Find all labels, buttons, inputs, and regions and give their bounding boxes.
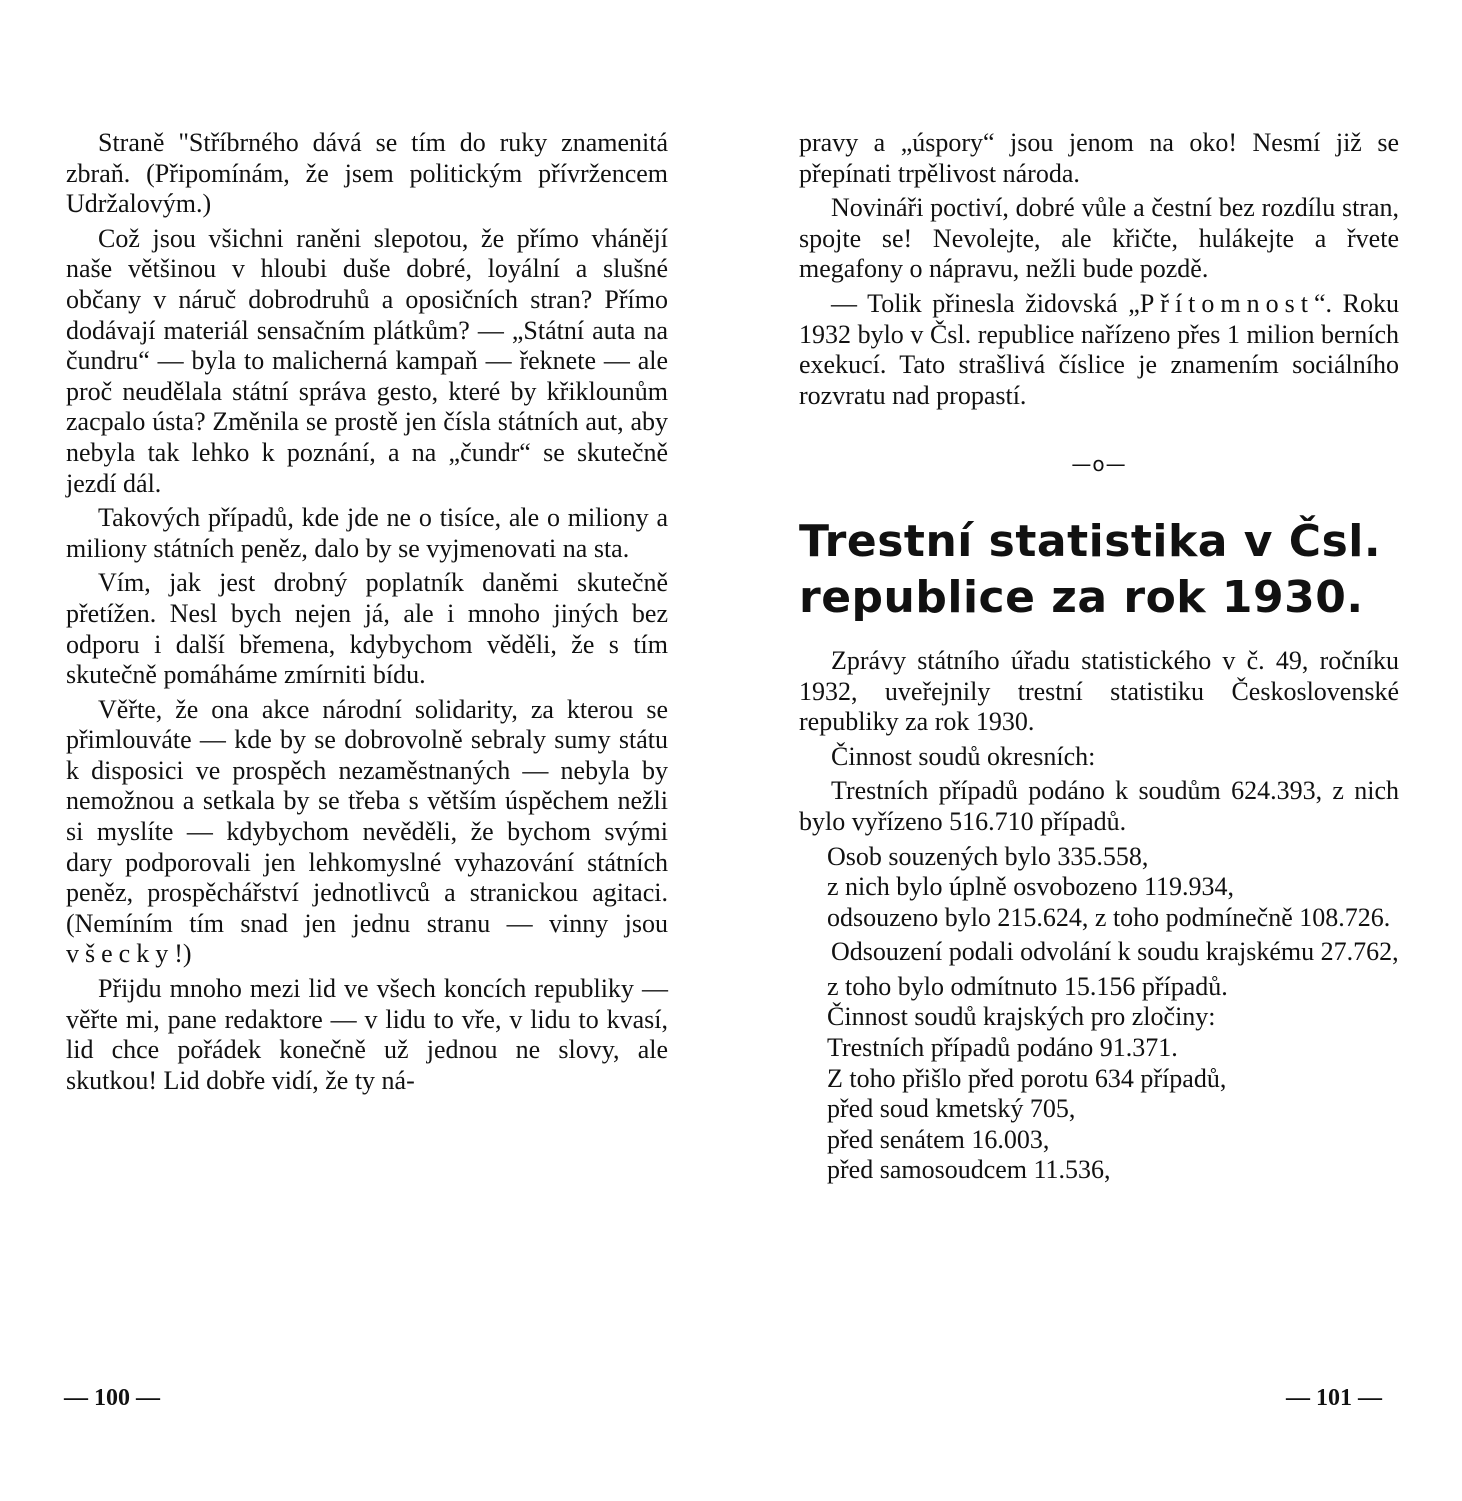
paragraph: Trestních případů podáno k soudům 624.393, z nich bylo vyřízeno 516.710 případů.	[799, 776, 1399, 836]
list-item: z toho bylo odmítnuto 15.156 případů.	[827, 971, 1228, 1001]
paragraph-text: “. Roku 1932 bylo v Čsl. republice nařízeno přes 1 milion berních exekucí. Tato strašlivá číslice je znamením sociálního rozvratu nad propastí.	[799, 288, 1399, 410]
spaced-word: všecky	[66, 939, 175, 969]
paren-close: !)	[174, 939, 192, 969]
list-item: před soud kmetský 705,	[827, 1094, 1076, 1124]
paragraph: Takových případů, kde jde ne o tisíce, ale o miliony a miliony státních peněz, dalo by se vyjmenovati na sta.	[66, 503, 668, 563]
list-item: Trestních případů podáno 91.371.	[827, 1033, 1178, 1063]
section-heading: Trestní statistika v Čsl. republice za rok 1930.	[799, 515, 1382, 623]
paragraph-text: — Tolik přinesla židovská „	[831, 288, 1140, 318]
list-item: před samosoudcem 11.536,	[827, 1155, 1111, 1185]
section-divider: —o—	[1071, 452, 1127, 477]
paragraph: Což jsou všichni raněni slepotou, že přímo vhánějí naše většinou v hloubi duše dobré, loyální a slušné občany v náruč dobrodruhů a oposičních stran? Přímo dodávají materiál sensačním plátkům? — „Státní auta na čundru“ — byla to malicherná kampaň — řeknete — ale proč neudělala státní správa gesto, které by křiklounům zacpalo ústa? Změnila se prostě jen čísla státních aut, aby nebyla tak lehko k poznání, a na „čundr“ se skutečně jezdí dál.	[66, 223, 668, 498]
paragraph: Přijdu mnoho mezi lid ve všech koncích republiky — věřte mi, pane redaktore — v lidu to vře, v lidu to kvasí, lid chce pořádek konečně už jednou ne slovy, ale skutkou! Lid dobře vidí, že ty ná-	[66, 974, 668, 1095]
list-item: Činnost soudů krajských pro zločiny:	[827, 1002, 1216, 1032]
right-page	[731, 0, 1462, 1501]
paragraph-with-spaced-word	[799, 289, 1399, 411]
paragraph-with-spaced-word	[66, 695, 668, 970]
list-item: odsouzeno bylo 215.624, z toho podmínečně 108.726.	[827, 902, 1391, 932]
paragraph: Vím, jak jest drobný poplatník daněmi skutečně přetížen. Nesl bych nejen já, ale i mnoho jiných bez odporu i další břemena, kdybychom věděli, že s tím skutečně pomáháme zmírniti bídu.	[66, 568, 668, 690]
paragraph: pravy a „úspory“ jsou jenom na oko! Nesmí již se přepínati trpělivost národa.	[799, 128, 1399, 188]
paragraph-text: Věřte, že ona akce národní solidarity, za kterou se přimlouváte — kde by se dobrovolně sebraly sumy státu k disposici ve prospěch nezaměstnaných — nebyla by nemožnou a setkala by se třeba s větším úspěchem nežli si myslíte — kdybychom nevěděli, že bychom svými dary podporovali jen lehkomyslné vyhazování státních peněz, prospěchářství jednotlivců a stranickou agitaci. (Nemíním tím snad jen jednu stranu — vinny jsou	[66, 694, 668, 938]
list-item: z nich bylo úplně osvobozeno 119.934,	[827, 872, 1235, 902]
left-text-column	[66, 128, 668, 1100]
paragraph: Činnost soudů okresních:	[831, 741, 1096, 771]
paragraph: Novináři poctiví, dobré vůle a čestní bez rozdílu stran, spojte se! Nevolejte, ale křičte, hulákejte a řvete megafony o nápravu, nežli bude pozdě.	[799, 193, 1399, 284]
stats-list	[799, 972, 1399, 1186]
page-number: — 101 —	[1286, 1385, 1382, 1411]
list-item: před senátem 16.003,	[827, 1124, 1050, 1154]
paragraph: Odsouzení podali odvolání k soudu krajskému 27.762,	[831, 937, 1399, 967]
page-number: — 100 —	[64, 1385, 160, 1411]
right-text-column	[799, 128, 1399, 1186]
list-item: Osob souzených bylo 335.558,	[827, 841, 1149, 871]
spaced-word: Přítomnost	[1139, 288, 1314, 318]
paragraph: Zprávy státního úřadu statistického v č. 49, ročníku 1932, uveřejnily trestní statistiku Československé republiky za rok 1930.	[799, 645, 1399, 737]
stats-list	[799, 842, 1399, 934]
paragraph: Straně "Stříbrného dává se tím do ruky znamenitá zbraň. (Připomínám, že jsem politickým přívržencem Udržalovým.)	[66, 128, 668, 219]
list-item: Z toho přišlo před porotu 634 případů,	[827, 1063, 1227, 1093]
